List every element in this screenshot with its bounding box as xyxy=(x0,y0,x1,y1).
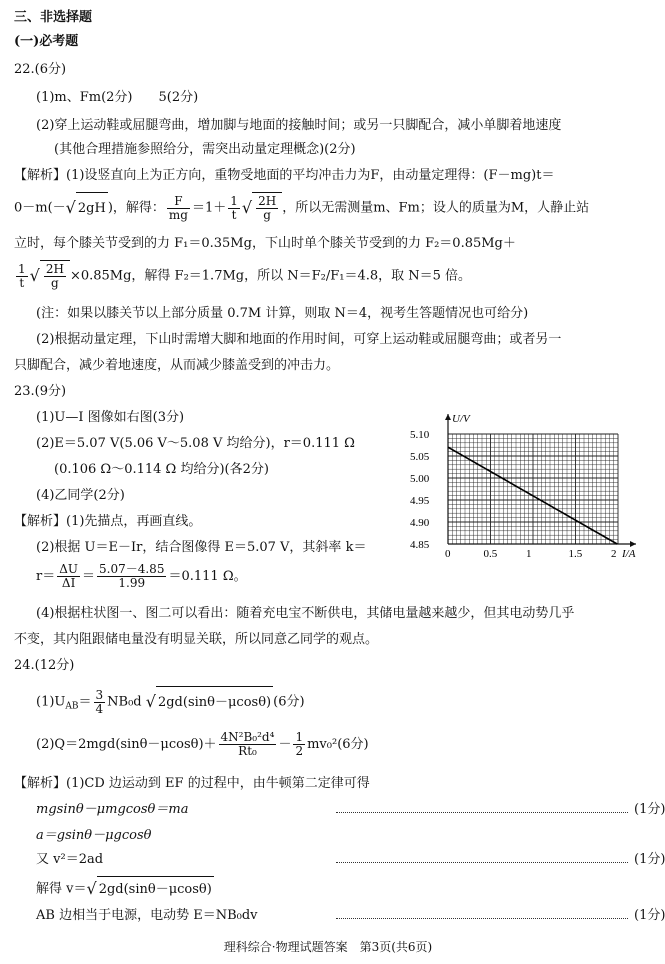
y-axis-arrow xyxy=(445,414,451,420)
text: (2)Q＝2mgd(sinθ－μcosθ)＋ xyxy=(36,737,217,752)
sqrt-expr: √ 2gH xyxy=(66,192,108,224)
text: 0－m(－ xyxy=(14,200,66,216)
q23-analysis-3 xyxy=(36,562,247,592)
fraction xyxy=(57,563,80,590)
subscript: AB xyxy=(65,701,79,712)
q22-analysis2-line1: (2)根据动量定理，下山时需增大脚和地面的作用时间，可穿上运动鞋或屈腿弯曲；或者另一 xyxy=(36,332,562,347)
text: r＝ xyxy=(36,569,56,584)
text: )，解得： xyxy=(107,200,165,216)
sqrt-body: 2gd(sinθ－μcosθ) xyxy=(97,876,214,902)
denominator: Rt₀ xyxy=(238,744,257,758)
y-tick-label: 4.95 xyxy=(410,495,430,507)
fraction xyxy=(44,263,66,290)
numerator: 1 xyxy=(230,193,238,208)
section-subtitle: (一)必考题 xyxy=(14,34,79,49)
text: NB₀d xyxy=(107,694,142,710)
denominator: 2 xyxy=(295,744,304,758)
q23-answer-1: (1)U—I 图像如右图(3分) xyxy=(36,410,185,425)
q23-answer-2-line1: (2)E＝5.07 V(5.06 V～5.08 V 均给分)，r＝0.111 Ω xyxy=(36,436,355,451)
page-footer: 理科综合·物理试题答案 第3页(共6页) xyxy=(223,940,433,954)
section-title: 三、非选择题 xyxy=(14,10,93,25)
text: 解得 v＝ xyxy=(36,881,87,897)
leader-dots xyxy=(336,908,628,919)
numerator: 1 xyxy=(18,261,26,276)
x-axis-label: I/A xyxy=(622,548,636,560)
q23-analysis-4-line2: 不变，其内阻跟储电量没有明显关联，所以同意乙同学的观点。 xyxy=(14,632,379,647)
denominator: t xyxy=(231,207,237,222)
fraction xyxy=(94,689,106,716)
text: ＝1＋ xyxy=(191,200,227,216)
fraction xyxy=(293,731,305,758)
fraction xyxy=(167,195,190,222)
q24-eq5-row xyxy=(36,908,665,924)
q22-analysis-line4 xyxy=(14,260,471,292)
x-tick-label: 2 xyxy=(611,548,617,560)
score: (1分) xyxy=(634,908,665,923)
text: ＝0.111 Ω。 xyxy=(168,569,247,584)
q22-answer-1: (1)m、Fm(2分) 5(2分) xyxy=(36,90,199,105)
x-tick-label: 0.5 xyxy=(483,548,498,560)
q23-analysis-2: (2)根据 U＝E－Ir，结合图像得 E＝5.07 V，其斜率 k＝ xyxy=(36,540,367,555)
y-tick-label: 5.10 xyxy=(410,429,430,441)
denominator: g xyxy=(263,208,271,222)
fraction xyxy=(219,731,277,758)
leader-dots xyxy=(336,802,628,813)
text: － xyxy=(278,737,292,752)
fraction xyxy=(97,563,166,590)
q22-analysis2-line2: 只脚配合，减少着地速度，从而减少膝盖受到的冲击力。 xyxy=(14,358,340,373)
q24-eq3-row xyxy=(36,852,665,868)
q23-answer-2-line2: (0.106 Ω～0.114 Ω 均给分)(各2分) xyxy=(54,462,269,477)
text: (6分) xyxy=(273,694,305,710)
q24-eq2: a＝gsinθ－μgcosθ xyxy=(36,828,152,843)
numerator: ΔU xyxy=(59,562,78,576)
q24-analysis-1: 【解析】(1)CD 边运动到 EF 的过程中，由牛顿第二定律可得 xyxy=(14,776,370,791)
q24-answer-1 xyxy=(36,686,305,722)
q22-head: 22.(6分) xyxy=(14,62,67,77)
x-tick-label: 0 xyxy=(445,548,451,560)
fraction xyxy=(228,195,240,222)
q24-eq1-row xyxy=(36,802,665,818)
numerator: F xyxy=(167,195,190,209)
fraction xyxy=(256,195,278,222)
text: mv₀²(6分) xyxy=(307,737,369,752)
y-tick-label: 5.05 xyxy=(410,451,430,463)
numerator: 1 xyxy=(295,730,304,744)
q22-answer-2-line2: (其他合理措施参照给分，需突出动量定理概念)(2分) xyxy=(54,142,356,157)
y-tick-label: 4.90 xyxy=(410,517,430,529)
sqrt-expr: √ 2gd(sinθ－μcosθ) xyxy=(146,686,273,718)
q23-answer-4: (4)乙同学(2分) xyxy=(36,488,125,503)
sqrt-expr: √ $\frac{2H}{g}$ xyxy=(242,192,282,224)
equation: AB 边相当于电源，电动势 E＝NB₀dv xyxy=(36,908,258,923)
numerator: 4N²B₀²d⁴ xyxy=(220,730,275,744)
text: ×0.85Mg，解得 F₂＝1.7Mg，所以 N＝F₂/F₁＝4.8，取 N＝5 倍。 xyxy=(69,268,472,284)
numerator: 5.07－4.85 xyxy=(99,562,165,576)
x-tick-label: 1.5 xyxy=(568,548,583,560)
sqrt-expr: √ $\frac{2H}{g}$ xyxy=(30,260,70,292)
x-tick-label: 1 xyxy=(526,548,532,560)
q24-answer-2 xyxy=(36,730,369,760)
y-tick-label: 5.00 xyxy=(410,473,430,485)
ui-chart xyxy=(410,414,650,564)
q23-head: 23.(9分) xyxy=(14,384,67,399)
denominator: 4 xyxy=(95,701,104,716)
denominator: ΔI xyxy=(61,576,76,590)
text: ＝ xyxy=(82,569,96,584)
score: (1分) xyxy=(634,852,665,867)
denominator: g xyxy=(51,276,59,290)
q24-head: 24.(12分) xyxy=(14,658,75,673)
score: (1分) xyxy=(634,802,665,817)
numerator: 2H xyxy=(258,194,277,208)
q23-analysis-1: 【解析】(1)先描点，再画直线。 xyxy=(14,514,202,529)
denominator: t xyxy=(19,275,25,290)
q23-analysis-4-line1: (4)根据柱状图一、图二可以看出：随着充电宝不断供电，其储电量越来越少，但其电动势几乎 xyxy=(36,606,575,621)
sqrt-body xyxy=(252,192,282,224)
numerator: 2H xyxy=(45,262,64,276)
text: ＝ xyxy=(78,694,92,710)
y-tick-label: 4.85 xyxy=(410,539,430,551)
x-axis-arrow xyxy=(630,541,636,547)
sqrt-body xyxy=(40,260,70,292)
sqrt-expr: √ 2gd(sinθ－μcosθ) xyxy=(86,876,213,902)
text: (1)U xyxy=(36,694,66,710)
sqrt-body: 2gH xyxy=(76,192,108,224)
equation: 又 v²＝2ad xyxy=(36,852,104,867)
leader-dots xyxy=(336,852,628,863)
fraction xyxy=(16,263,28,290)
q22-answer-2-line1: (2)穿上运动鞋或屈腿弯曲，增加脚与地面的接触时间；或另一只脚配合，减小单脚着地速度 xyxy=(36,118,562,133)
numerator: 3 xyxy=(95,687,104,702)
q24-eq4 xyxy=(36,876,214,902)
q22-analysis-line1: 【解析】(1)设竖直向上为正方向，重物受地面的平均冲击力为F，由动量定理得：(F－mg)t＝ xyxy=(14,168,555,183)
y-axis-label: U/V xyxy=(452,413,470,425)
q22-note: (注：如果以膝关节以上部分质量 0.7M 计算，则取 N＝4，视考生答题情况也可给分) xyxy=(36,306,529,321)
text: ，所以无需测量m、Fm；设人的质量为M，人静止站 xyxy=(282,200,590,216)
q22-analysis-line2 xyxy=(14,192,589,224)
sqrt-body: 2gd(sinθ－μcosθ) xyxy=(156,686,273,718)
q22-analysis-line3: 立时，每个膝关节受到的力 F₁＝0.35Mg，下山时单个膝关节受到的力 F₂＝0.85Mg＋ xyxy=(14,236,516,251)
equation: mgsinθ－μmgcosθ＝ma xyxy=(36,802,189,817)
denominator: 1.99 xyxy=(118,576,146,590)
denominator: mg xyxy=(168,207,188,222)
